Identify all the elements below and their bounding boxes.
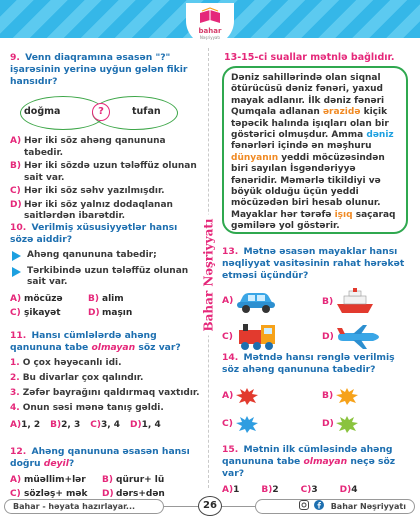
q11-option-c[interactable]: C)3, 4 xyxy=(90,420,121,430)
highlight-word-orange: ərazidə xyxy=(322,107,361,118)
publisher-logo xyxy=(186,3,234,45)
q11-option-d[interactable]: D)1, 4 xyxy=(130,420,161,430)
footer-slogan: Bahar - həyata hazırlayar... xyxy=(4,499,164,514)
highlight-word-orange: dünyanın xyxy=(231,152,279,163)
side-label: Bahar Nəşriyyatı xyxy=(188,210,228,340)
q10-options xyxy=(10,293,200,319)
q13-option-d[interactable]: D) xyxy=(322,324,381,350)
q9-option-a[interactable]: A) Hər iki söz ahəng qanununa tabedir. xyxy=(10,136,166,158)
venn-question-mark: ? xyxy=(92,103,110,121)
footer-rule xyxy=(164,506,198,507)
highlight-word-blue: dəniz xyxy=(366,130,394,141)
q13-options xyxy=(222,286,402,358)
q11-options xyxy=(10,419,202,431)
question-15: 15. Mətnin ilk cümləsində ahəng qanununa tabe olmayan neçə söz var? A)1 B)2 C)3 D)4 xyxy=(222,444,412,496)
q13-option-c[interactable]: C) xyxy=(222,322,279,352)
q15-option-d[interactable]: D)4 xyxy=(339,485,358,495)
question-14: 14. Mətndə hansı rənglə verilmiş söz ahəng qanununa tabedir? A) B) C) D) xyxy=(222,352,412,442)
page-number: 26 xyxy=(198,496,222,516)
sentence-item: 1. O çox həyəcanlı idi. xyxy=(10,358,122,368)
trait-item: Ahəng qanununa tabedir; xyxy=(10,250,200,262)
question-9: 9. Venn diaqramına əsasən "?" işarəsinin yerinə uyğun gələn fikir hansıdır? doğma ? tufan A) Hər iki söz ahəng qanununa tabedir. B) Hər iki sözdə uzun tələffüz olunan sait var. C) Hər iki söz səhv yazılmışdır. D) Hər iki söz yalnız dodaqlanan saitlərdən ibarətdir. xyxy=(10,52,200,223)
q14-option-a[interactable]: A) xyxy=(222,386,259,406)
q10-option-c[interactable]: C) şikayət xyxy=(10,307,61,318)
q14-options xyxy=(222,380,402,442)
passage-title: 13-15-ci suallar mətnlə bağlıdır. xyxy=(224,52,395,63)
q10-option-a[interactable]: A) möcüzə xyxy=(10,293,63,304)
sentence-item: 3. Zəfər bayrağını qaldırmaq vaxtıdır. xyxy=(10,388,200,398)
blue-paint-splash-icon xyxy=(235,414,259,434)
q13-option-b[interactable]: B) xyxy=(322,288,375,316)
footer-rule xyxy=(222,506,255,507)
red-paint-splash-icon xyxy=(235,386,259,406)
question-13: 13. Mətnə əsasən mayaklar hansı nəqliyyat vasitəsinin rahat hərəkət etməsi üçündür? A) B) C) D) xyxy=(222,246,412,358)
q12-option-b[interactable]: B) qürur+ lü xyxy=(102,475,165,485)
sentence-item: 4. Onun səsi mənə tanış gəldi. xyxy=(10,403,164,413)
q14-option-b[interactable]: B) xyxy=(322,386,359,406)
venn-diagram xyxy=(20,96,180,130)
question-10-text: Verilmiş xüsusiyyətlər hansı sözə aiddir? xyxy=(10,222,178,245)
venn-right-word: tufan xyxy=(132,106,161,117)
question-9-text: Venn diaqramına əsasən "?" işarəsinin yerinə uyğun gələn fikir hansıdır? xyxy=(10,52,188,87)
sentence-item: 2. Bu divarlar çox qalındır. xyxy=(10,373,144,383)
triangle-bullet-icon xyxy=(12,251,21,261)
q12-option-d[interactable]: D) dərs+dən xyxy=(102,489,165,499)
q9-option-b[interactable]: B) Hər iki sözdə uzun tələffüz olunan sait var. xyxy=(10,161,197,183)
q11-option-a[interactable]: A)1, 2 xyxy=(10,420,41,430)
q14-option-d[interactable]: D) xyxy=(322,414,359,434)
question-11: 11. Hansı cümlələrdə ahəng qanununa tabe olmayan söz var? 1. O çox həyəcanlı idi. 2. Bu divarlar çox qalındır. 3. Zəfər bayrağını qaldırmaq vaxtıdır. 4. Onun səsi mənə tanış gəldi. A)1, 2 B)2, 3 C)3, 4 D)1, 4 xyxy=(10,330,202,431)
car-icon xyxy=(235,288,277,314)
book-logo-icon xyxy=(198,7,222,27)
q10-option-b[interactable]: B) alim xyxy=(88,293,124,304)
facebook-icon xyxy=(314,500,324,510)
ship-icon xyxy=(335,288,375,316)
q14-option-c[interactable]: C) xyxy=(222,414,259,434)
q13-option-a[interactable]: A) xyxy=(222,288,277,314)
instagram-icon xyxy=(299,500,309,510)
orange-paint-splash-icon xyxy=(335,386,359,406)
q11-option-b[interactable]: B)2, 3 xyxy=(50,420,81,430)
q15-option-a[interactable]: A)1 xyxy=(222,485,240,495)
reading-passage: Dəniz sahillərində olan siqnal ötürücüsü dəniz fənəri, yaxud mayak adlanır. İlk dəniz fənəri Qumqala adlanan ərazidə kiçik təpəcik halında işıqları olan bir göstərici olmuşdur. Amma dəniz fənərləri içində ən məşhuru dünyanın yeddi möcüzəsindən biri sayılan İsgəndəriyyə fənəridir. Məmərlə tikildiyi və böyük olduğu üçün yeddi möcüzədən biri hesab olunur. Mayaklar hər tərəfə işıq saçaraq gəmilərə yol göstərir. xyxy=(222,66,408,234)
airplane-icon xyxy=(335,324,381,350)
highlight-word-orange: işıq xyxy=(334,209,353,220)
q15-options xyxy=(222,484,412,496)
q12-option-a[interactable]: A) müəllim+lər xyxy=(10,475,86,485)
q9-option-d[interactable]: D) Hər iki söz yalnız dodaqlanan saitlərdən ibarətdir. xyxy=(10,199,173,221)
question-12: 12. Ahəng qanununa əsasən hansı doğru deyil? A) müəllim+lər B) qürur+ lü C) sözləş+ mək D) dərs+dən xyxy=(10,446,202,500)
green-paint-splash-icon xyxy=(335,414,359,434)
footer-publisher: Bahar Nəşriyyatı xyxy=(255,499,415,514)
q12-option-c[interactable]: C) sözləş+ mək xyxy=(10,489,88,499)
triangle-bullet-icon xyxy=(12,267,21,277)
logo-subtext: Nəşriyyatı xyxy=(199,35,221,40)
question-10: 10. Verilmiş xüsusiyyətlər hansı sözə aiddir? Ahəng qanununa tabedir; Tərkibində uzun tələffüz olunan sait var. A) möcüzə B) alim C) şikayət D) maşın xyxy=(10,222,200,319)
train-icon xyxy=(235,322,279,352)
logo-text: bahar xyxy=(198,27,222,35)
q10-option-d[interactable]: D) maşın xyxy=(88,307,133,318)
q9-option-c[interactable]: C) Hər iki söz səhv yazılmışdır. xyxy=(10,186,165,196)
page-footer xyxy=(0,496,420,530)
q15-option-c[interactable]: C)3 xyxy=(300,485,318,495)
trait-item: Tərkibində uzun tələffüz olunan sait var. xyxy=(10,266,200,289)
q15-option-b[interactable]: B)2 xyxy=(261,485,279,495)
venn-left-word: doğma xyxy=(24,106,61,117)
